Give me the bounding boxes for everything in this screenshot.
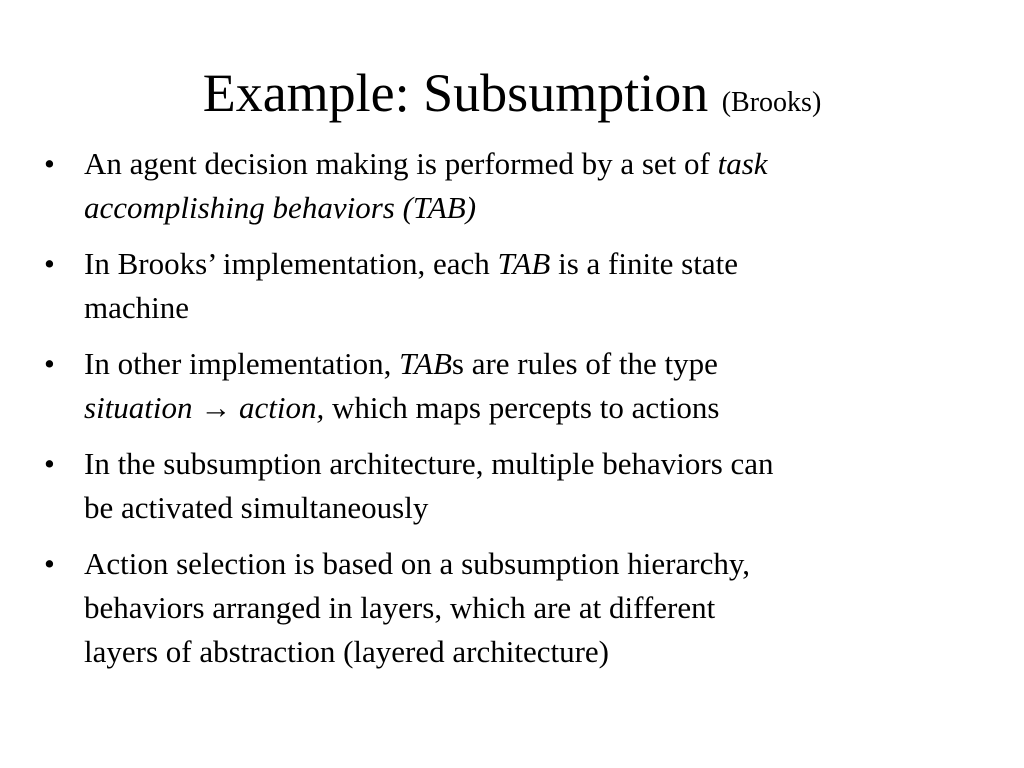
bullet-text-segment: behaviors arranged in layers, which are at different — [84, 590, 716, 625]
bullet-item — [44, 442, 994, 530]
bullet-item — [44, 342, 994, 430]
bullet-list — [44, 142, 994, 686]
bullet-line — [84, 286, 994, 330]
bullet-item — [44, 542, 994, 674]
bullet-text-segment: action, — [231, 390, 325, 425]
bullet-line — [84, 630, 994, 674]
bullet-line — [84, 342, 994, 386]
bullet-marker: • — [44, 446, 55, 481]
bullet-marker: • — [44, 246, 55, 281]
bullet-text-segment: which maps percepts to actions — [324, 390, 720, 425]
bullet-text-segment: In the subsumption architecture, multiple behaviors can — [84, 446, 774, 481]
bullet-text-segment: machine — [84, 290, 190, 325]
slide-title — [0, 58, 1024, 138]
bullet-text-segment: task — [717, 146, 768, 181]
bullet-marker: • — [44, 546, 55, 581]
bullet-line — [84, 486, 994, 530]
bullet-text-segment: layers of abstraction (layered architecture) — [84, 634, 609, 669]
bullet-marker: • — [44, 346, 55, 381]
bullet-text-segment: TAB — [497, 246, 551, 281]
bullet-text-segment: → — [200, 390, 232, 425]
bullet-line — [84, 386, 994, 430]
bullet-text-segment: is a finite state — [550, 246, 738, 281]
bullet-line — [84, 242, 994, 286]
bullet-item — [44, 142, 994, 230]
bullet-line — [84, 186, 994, 230]
title-text: Example: Subsumption — [202, 63, 709, 123]
bullet-text-segment: An agent decision making is performed by a set of — [84, 146, 718, 181]
bullet-text-segment: s are rules of the type — [451, 346, 718, 381]
bullet-item — [44, 242, 994, 330]
bullet-text-segment: situation — [84, 390, 201, 425]
bullet-line — [84, 142, 994, 186]
bullet-text-segment: TAB — [399, 346, 452, 381]
bullet-text-segment: Action selection is based on a subsumption hierarchy, — [84, 546, 751, 581]
bullet-marker: • — [44, 146, 55, 181]
bullet-text-segment: accomplishing behaviors (TAB) — [84, 190, 477, 225]
bullet-line — [84, 542, 994, 586]
bullet-text-segment: be activated simultaneously — [84, 490, 429, 525]
title-subtitle: (Brooks) — [721, 87, 822, 118]
bullet-text-segment: In other implementation, — [84, 346, 400, 381]
bullet-line — [84, 586, 994, 630]
bullet-line — [84, 442, 994, 486]
bullet-text-segment: In Brooks’ implementation, each — [84, 246, 498, 281]
